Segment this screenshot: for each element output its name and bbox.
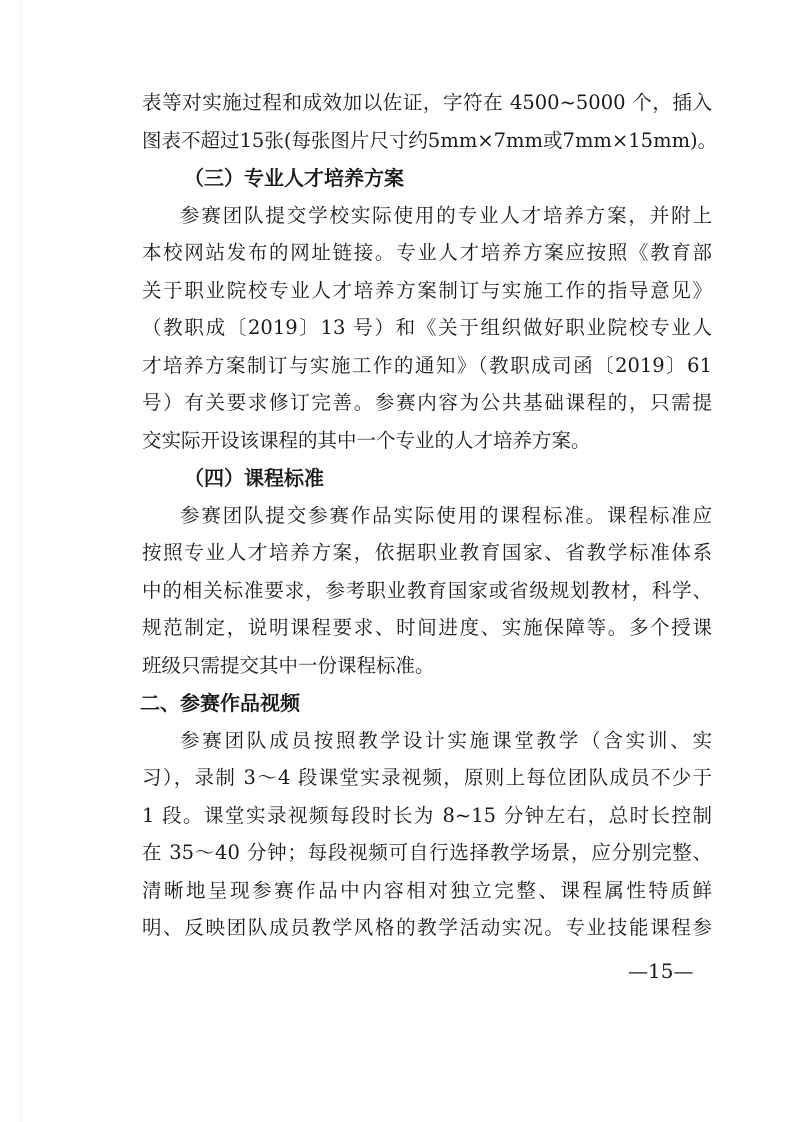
section-heading-4: （四）课程标准 <box>184 466 324 490</box>
paragraph-line: 参赛团队提交参赛作品实际使用的课程标准。课程标准应 <box>180 504 712 527</box>
paragraph-line: 习），录制 3～4 段课堂实录视频，原则上每位团队成员不少于 <box>142 766 712 789</box>
paragraph-line: 按照专业人才培养方案，依据职业教育国家、省教学标准体系 <box>142 541 712 564</box>
paragraph-line: 1 段。课堂实录视频每段时长为 8~15 分钟左右，总时长控制 <box>142 804 712 827</box>
paragraph-line: 图表不超过15张(每张图片尺寸约5mm×7mm或7mm×15mm)。 <box>142 129 718 152</box>
paragraph-line: （教职成〔2019〕13 号）和《关于组织做好职业院校专业人 <box>142 316 712 339</box>
page-number: —15— <box>628 959 694 983</box>
paragraph-line: 参赛团队提交学校实际使用的专业人才培养方案，并附上 <box>180 204 712 227</box>
paragraph-line: 中的相关标准要求，参考职业教育国家或省级规划教材，科学、 <box>142 579 712 602</box>
paragraph-line: 号）有关要求修订完善。参赛内容为公共基础课程的，只需提 <box>142 391 712 414</box>
paragraph-line: 本校网站发布的网址链接。专业人才培养方案应按照《教育部 <box>142 241 712 264</box>
section-heading-2: 二、参赛作品视频 <box>140 691 300 715</box>
scan-edge <box>0 0 21 1122</box>
paragraph-line: 关于职业院校专业人才培养方案制订与实施工作的指导意见》 <box>142 279 712 302</box>
paragraph-line: 清晰地呈现参赛作品中内容相对独立完整、课程属性特质鲜 <box>142 879 712 902</box>
paragraph-line: 班级只需提交其中一份课程标准。 <box>142 654 435 677</box>
paragraph-line: 交实际开设该课程的其中一个专业的人才培养方案。 <box>142 429 591 452</box>
paragraph-line: 明、反映团队成员教学风格的教学活动实况。专业技能课程参 <box>142 916 712 939</box>
paragraph-line: 表等对实施过程和成效加以佐证，字符在 4500~5000 个，插入 <box>142 91 712 114</box>
paragraph-line: 才培养方案制订与实施工作的通知》（教职成司函〔2019〕61 <box>142 354 712 377</box>
section-heading-3: （三）专业人才培养方案 <box>184 166 404 190</box>
paragraph-line: 在 35～40 分钟；每段视频可自行选择教学场景，应分别完整、 <box>142 841 712 864</box>
paragraph-line: 规范制定，说明课程要求、时间进度、实施保障等。多个授课 <box>142 616 712 639</box>
paragraph-line: 参赛团队成员按照教学设计实施课堂教学（含实训、实 <box>180 729 712 752</box>
